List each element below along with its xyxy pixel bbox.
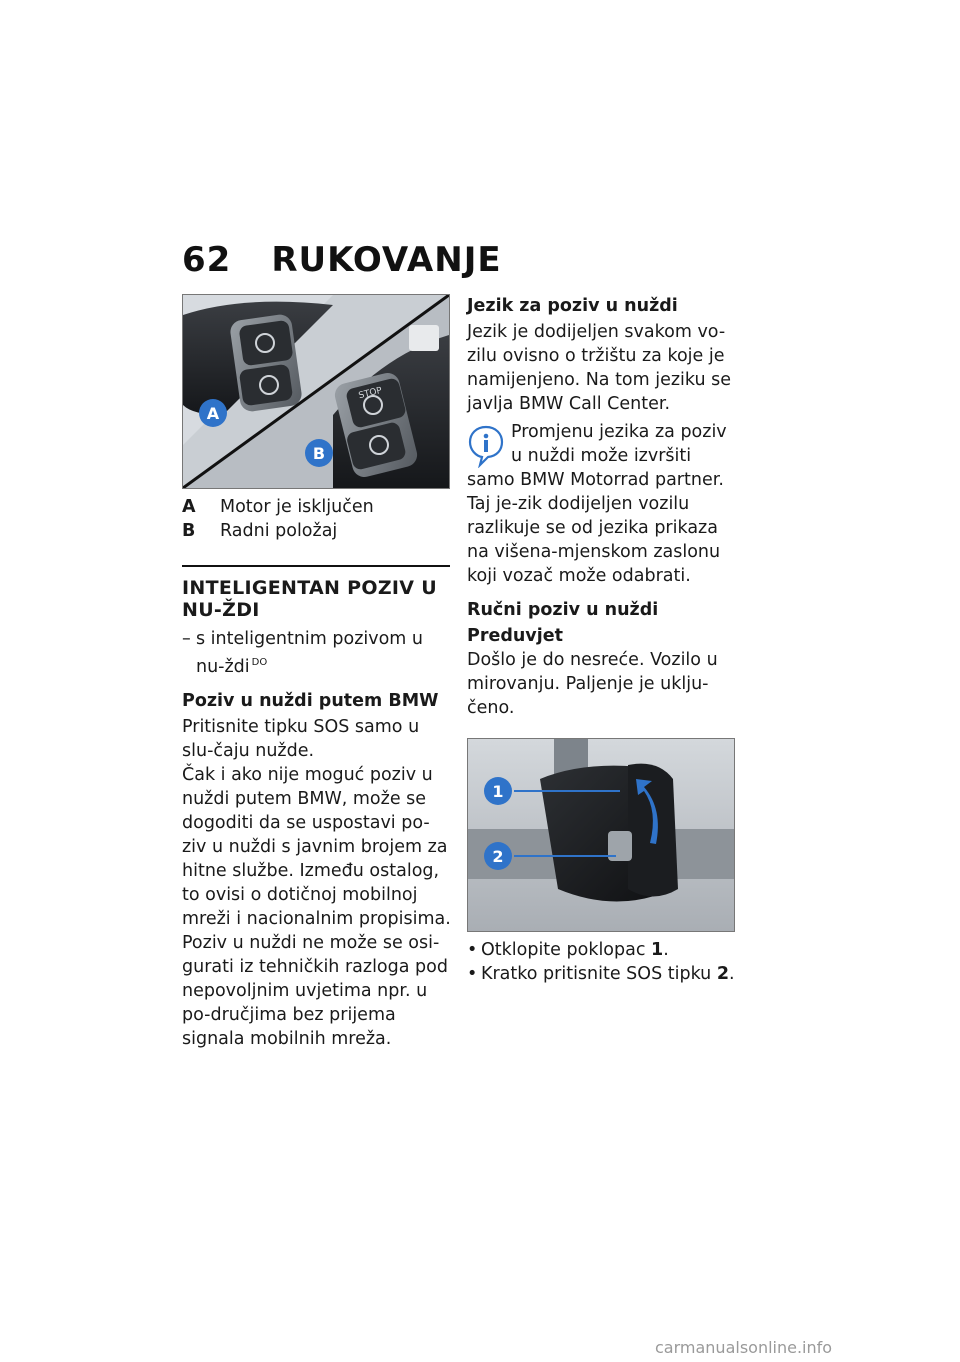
- note-text: Promjenu jezika za poziv u nuždi može izvršiti samo BMW Motorrad partner. Taj je-zik dodijeljen vozilu razlikuje se od jezika prikaza na višena-mjenskom zaslonu koji vozač može odabrati.: [467, 422, 727, 586]
- legend-key: B: [182, 521, 196, 541]
- prerequisite-label: Preduvjet: [467, 626, 563, 646]
- bullet-marker: •: [467, 940, 478, 960]
- step-text: Kratko pritisnite SOS tipku: [481, 964, 717, 984]
- figure-legend: [182, 495, 452, 543]
- callout-2-label: 2: [492, 847, 504, 866]
- subsection-title: Poziv u nuždi putem BMW: [182, 690, 439, 711]
- switch-positions-illustration: [183, 295, 449, 488]
- step-text: Otklopite poklopac: [481, 940, 652, 960]
- paragraph: Čak i ako nije moguć poziv u nuždi putem BMW, može se dogoditi da se uspostavi po-ziv u nuždi s javnim brojem za hitne službe. Između ostalog, to ovisi o dotičnoj mobilnoj mreži i nacionalnim propisima.: [182, 764, 451, 929]
- right-column: [467, 294, 737, 986]
- left-column: [182, 294, 452, 1051]
- step-item: [467, 938, 737, 962]
- paragraph: Jezik je dodijeljen svakom vo-zilu ovisno o tržištu za koje je namijenjeno. Na tom jeziku se javlja BMW Call Center.: [467, 322, 732, 414]
- step-ref: 1: [651, 940, 664, 960]
- legend-row: [182, 495, 452, 519]
- paragraph: Pritisnite tipku SOS samo u slu-čaju nužde.: [182, 716, 420, 761]
- subsection-title: Jezik za poziv u nuždi: [467, 296, 678, 316]
- step-list: [467, 938, 737, 986]
- paragraph: Došlo je do nesreće. Vozilo u mirovanju. Paljenje je uklju-čeno.: [467, 650, 718, 718]
- condition-text: s inteligentnim pozivom u nu-ždi: [196, 629, 424, 677]
- legend-row: [182, 519, 452, 543]
- step-end: .: [729, 964, 735, 984]
- step-end: .: [663, 940, 669, 960]
- info-note: [467, 420, 737, 588]
- section-title: INTELIGENTAN POZIV U NU-ŽDI: [182, 577, 437, 621]
- option-badge: DO: [251, 657, 268, 668]
- step-item: [467, 962, 737, 986]
- page-header: [182, 240, 502, 280]
- dash-marker: –: [182, 629, 191, 649]
- handlebar-switch-photo: [182, 294, 450, 489]
- step-ref: 2: [716, 964, 730, 984]
- subsection-title: Ručni poziv u nuždi: [467, 600, 659, 620]
- section-divider: [182, 565, 450, 567]
- legend-text: Radni položaj: [220, 521, 338, 541]
- stop-label: STOP: [357, 385, 384, 402]
- page-title: RUKOVANJE: [271, 240, 502, 280]
- paragraph: Poziv u nuždi ne može se osi-gurati iz tehničkih razloga pod nepovoljnim uvjetima npr. u po-dručjima bez prijema signala mobilnih mreža.: [182, 932, 448, 1049]
- sos-cover-illustration: [468, 739, 735, 931]
- callout-1-label: 1: [492, 782, 504, 801]
- legend-key: A: [182, 497, 196, 517]
- bullet-marker: •: [467, 964, 478, 984]
- page-number: 62: [182, 240, 232, 280]
- callout-b-label: B: [312, 444, 326, 463]
- callout-a-label: A: [206, 404, 220, 423]
- condition-item: [182, 627, 452, 679]
- legend-text: Motor je isključen: [220, 497, 374, 517]
- info-icon: [467, 424, 505, 468]
- watermark: carmanualsonline.info: [655, 1338, 833, 1357]
- sos-switch-photo: [467, 738, 735, 932]
